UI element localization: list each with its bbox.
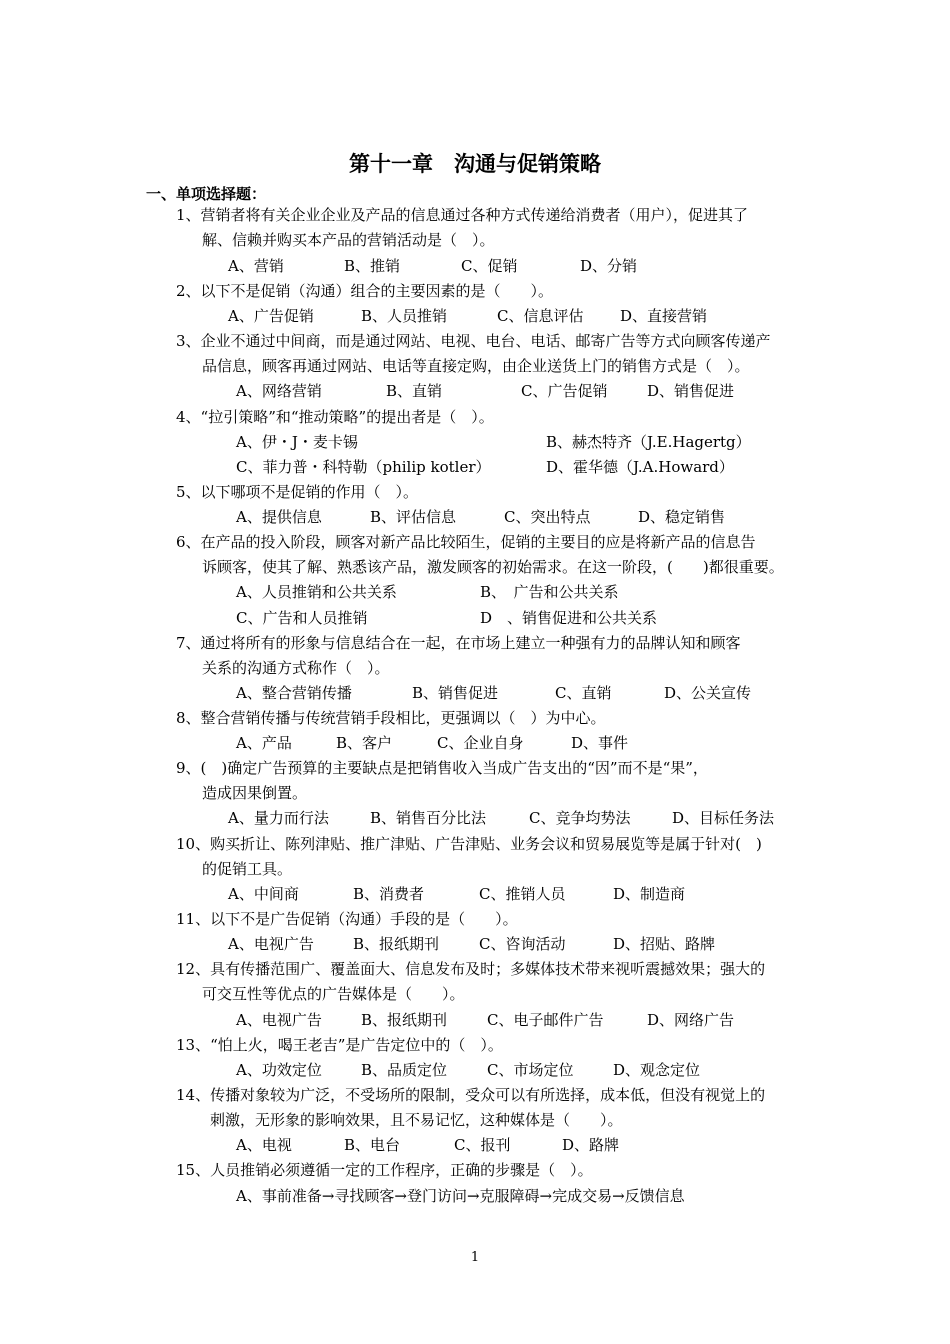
question-line: 关系的沟通方式称作（ ）。 — [202, 659, 390, 677]
option: D、销售促进 — [647, 382, 735, 400]
question-line: 12、具有传播范围广、覆盖面大、信息发布及时；多媒体技术带来视听震撼效果；强大的 — [176, 960, 766, 978]
question-line: 9、( )确定广告预算的主要缺点是把销售收入当成广告支出的“因”而不是“果”， — [176, 759, 708, 777]
option: A、功效定位 — [236, 1061, 322, 1079]
option: D 、销售促进和公共关系 — [480, 609, 658, 627]
option: D、路牌 — [562, 1136, 620, 1154]
option: A、电视广告 — [228, 935, 314, 953]
question-line: 4、“拉引策略”和“推动策略”的提出者是（ ）。 — [176, 408, 494, 426]
option: B、人员推销 — [361, 307, 448, 325]
question-line: 10、购买折让、陈列津贴、推广津贴、广告津贴、业务会议和贸易展览等是属于针对( ) — [176, 835, 762, 853]
question-line: 刺激，无形象的影响效果，且不易记忆，这种媒体是（ ）。 — [210, 1111, 623, 1129]
question-line: 解、信赖并购买本产品的营销活动是（ ）。 — [202, 231, 495, 249]
option: A、事前准备→寻找顾客→登门访问→克服障碍→完成交易→反馈信息 — [236, 1187, 685, 1205]
option: A、产品 — [236, 734, 292, 752]
option: C、企业自身 — [437, 734, 524, 752]
option: C、报刊 — [454, 1136, 511, 1154]
option: C、咨询活动 — [479, 935, 566, 953]
option: C、广告和人员推销 — [236, 609, 368, 627]
option: B、赫杰特齐（J.E.Hagertg） — [546, 433, 751, 451]
option: D、分销 — [580, 257, 638, 275]
option: D、直接营销 — [620, 307, 708, 325]
question-line: 诉顾客，使其了解、熟悉该产品，激发顾客的初始需求。在这一阶段，( )都很重要。 — [202, 558, 784, 576]
question-line: 造成因果倒置。 — [202, 784, 308, 802]
page-number: 1 — [470, 1250, 480, 1265]
option: B、直销 — [386, 382, 443, 400]
question-line: 6、在产品的投入阶段，顾客对新产品比较陌生，促销的主要目的应是将新产品的信息告 — [176, 533, 756, 551]
option: A、网络营销 — [236, 382, 322, 400]
option: B、消费者 — [353, 885, 425, 903]
option: C、广告促销 — [521, 382, 608, 400]
option: B、报纸期刊 — [353, 935, 440, 953]
question-line: 14、传播对象较为广泛，不受场所的限制，受众可以有所选择，成本低，但没有视觉上的 — [176, 1086, 766, 1104]
option: A、中间商 — [228, 885, 299, 903]
option: B、销售百分比法 — [370, 809, 487, 827]
option: C、信息评估 — [497, 307, 584, 325]
question-line: 2、以下不是促销（沟通）组合的主要因素的是（ ）。 — [176, 282, 554, 300]
option: C、直销 — [555, 684, 612, 702]
option: B、电台 — [344, 1136, 401, 1154]
option: C、电子邮件广告 — [487, 1011, 604, 1029]
option: A、量力而行法 — [228, 809, 329, 827]
option: C、突出特点 — [504, 508, 591, 526]
question-line: 15、人员推销必须遵循一定的工作程序，正确的步骤是（ ）。 — [176, 1161, 593, 1179]
option: A、人员推销和公共关系 — [236, 583, 397, 601]
option: A、营销 — [228, 257, 284, 275]
question-line: 8、整合营销传播与传统营销手段相比，更强调以（ ）为中心。 — [176, 709, 606, 727]
option: A、提供信息 — [236, 508, 322, 526]
option: D、目标任务法 — [672, 809, 775, 827]
option: D、招贴、路牌 — [613, 935, 716, 953]
option: B、客户 — [336, 734, 393, 752]
option: C、竞争均势法 — [529, 809, 631, 827]
option: D、网络广告 — [647, 1011, 735, 1029]
option: C、菲力普・科特勒（philip kotler） — [236, 458, 491, 476]
option: D、制造商 — [613, 885, 686, 903]
option: D、事件 — [571, 734, 629, 752]
question-line: 1、营销者将有关企业企业及产品的信息通过各种方式传递给消费者（用户），促进其了 — [176, 206, 749, 224]
option: A、伊・J・麦卡锡 — [236, 433, 358, 451]
option: C、促销 — [461, 257, 518, 275]
question-line: 7、通过将所有的形象与信息结合在一起，在市场上建立一种强有力的品牌认知和顾客 — [176, 634, 741, 652]
question-line: 3、企业不通过中间商，而是通过网站、电视、电台、电话、邮寄广告等方式向顾客传递产 — [176, 332, 771, 350]
section-heading: 一、单项选择题： — [146, 185, 267, 203]
option: A、广告促销 — [228, 307, 314, 325]
question-line: 品信息，顾客再通过网站、电话等直接定购，由企业送货上门的销售方式是（ ）。 — [202, 357, 750, 375]
option: A、整合营销传播 — [236, 684, 352, 702]
option: A、电视 — [236, 1136, 292, 1154]
page-title: 第十一章 沟通与促销策略 — [349, 152, 601, 176]
option: B、销售促进 — [412, 684, 499, 702]
question-line: 可交互性等优点的广告媒体是（ ）。 — [202, 985, 465, 1003]
option: C、推销人员 — [479, 885, 566, 903]
question-line: 5、以下哪项不是促销的作用（ ）。 — [176, 483, 419, 501]
question-line: 的促销工具。 — [202, 860, 293, 878]
option: B、报纸期刊 — [361, 1011, 448, 1029]
option: C、市场定位 — [487, 1061, 574, 1079]
question-line: 11、以下不是广告促销（沟通）手段的是（ ）。 — [176, 910, 518, 928]
option: B、评估信息 — [370, 508, 457, 526]
option: D、霍华德（J.A.Howard） — [546, 458, 734, 476]
option: B、品质定位 — [361, 1061, 448, 1079]
option: B、 广告和公共关系 — [480, 583, 619, 601]
option: A、电视广告 — [236, 1011, 322, 1029]
option: B、推销 — [344, 257, 401, 275]
option: D、观念定位 — [613, 1061, 701, 1079]
question-line: 13、“怕上火，喝王老吉”是广告定位中的（ ）。 — [176, 1036, 503, 1054]
option: D、公关宣传 — [664, 684, 752, 702]
option: D、稳定销售 — [638, 508, 726, 526]
